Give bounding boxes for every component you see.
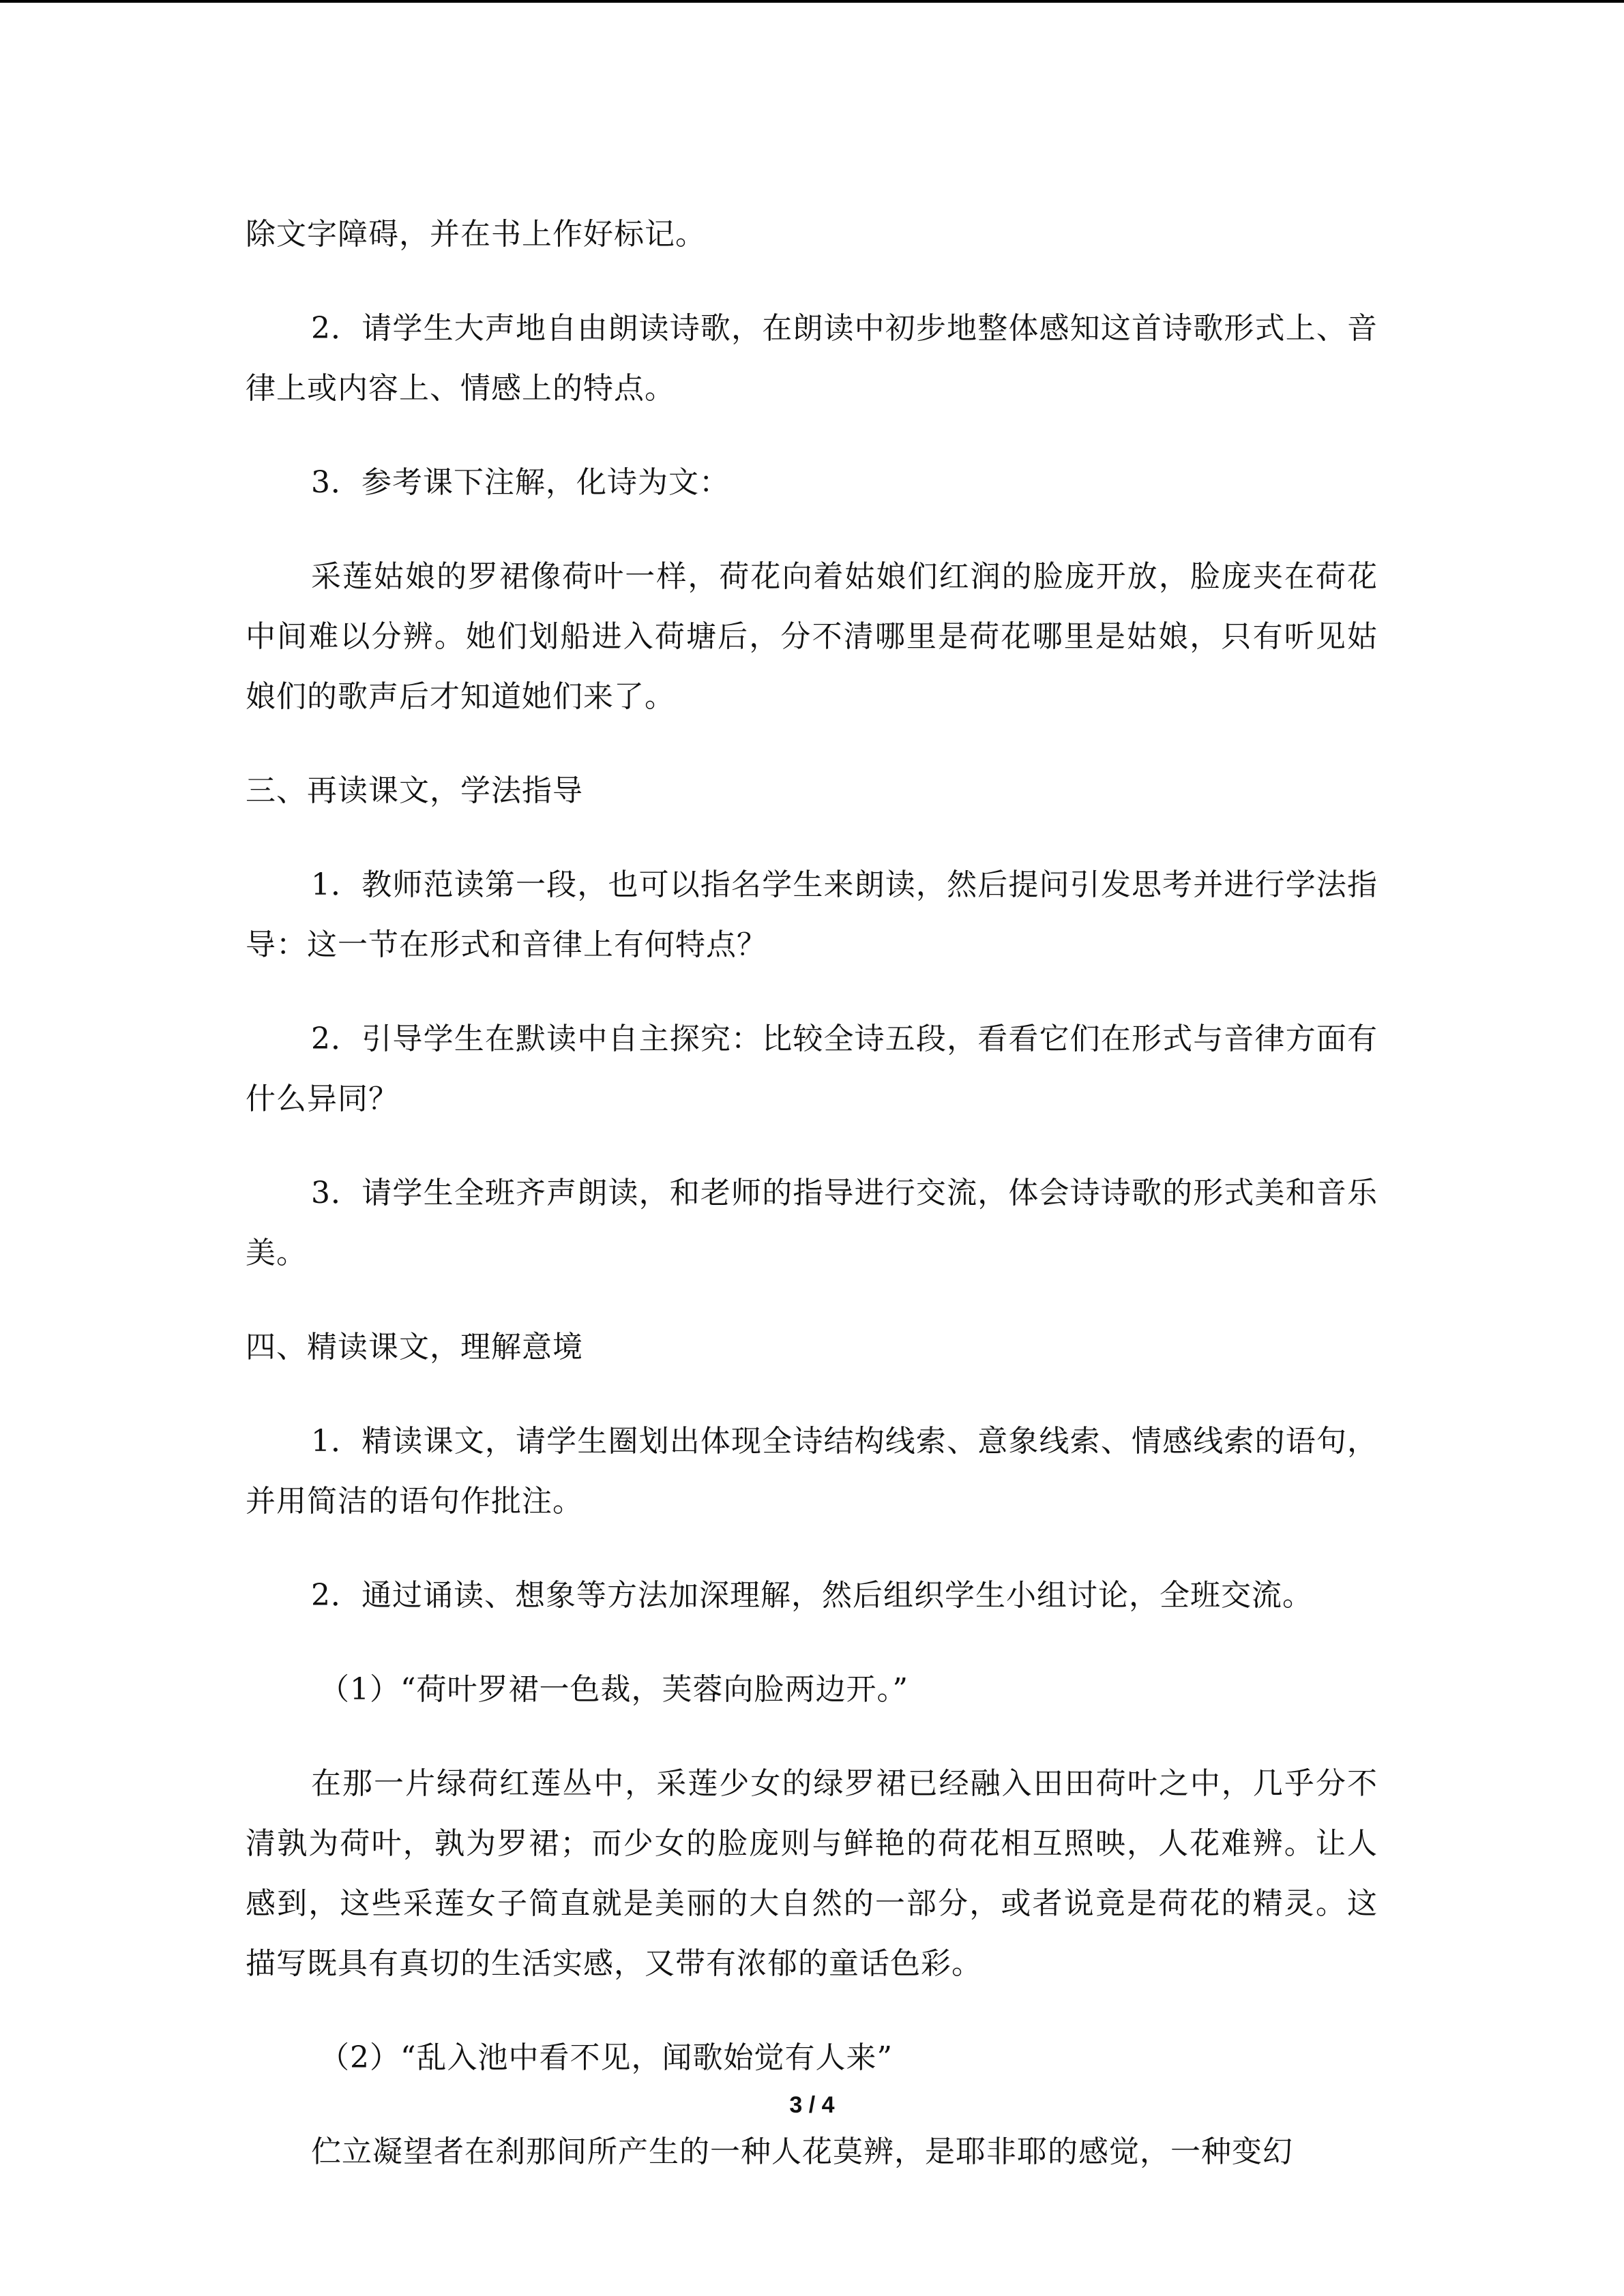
quote-line-1: （1）“荷叶罗裙一色裁，芙蓉向脸两边开。”	[319, 1672, 909, 1707]
paragraph-silent-reading: 2．引导学生在默读中自主探究：比较全诗五段，看看它们在形式与音律方面有什么异同？	[246, 1022, 1378, 1116]
paragraph-annotate-clues: 1．精读课文，请学生圈划出体现全诗结构线索、意象线索、情感线索的语句，并用简洁的语句作批注。	[246, 1424, 1378, 1519]
paragraph-class-reading: 3．请学生全班齐声朗读，和老师的指导进行交流，体会诗诗歌的形式美和音乐美。	[246, 1176, 1378, 1270]
quote-line-2: （2）“乱入池中看不见，闻歌始觉有人来”	[319, 2040, 893, 2075]
section-heading-close-reading: 四、精读课文，理解意境	[246, 1330, 583, 1365]
paragraph-analysis-2: 伫立凝望者在刹那间所产生的一种人花莫辨，是耶非耶的感觉，一种变幻	[311, 2134, 1293, 2169]
paragraph-continuation: 除文字障碍，并在书上作好标记。	[246, 217, 706, 252]
paragraph-group-discussion: 2．通过诵读、想象等方法加深理解，然后组织学生小组讨论，全班交流。	[311, 1578, 1313, 1613]
paragraph-analysis-1: 在那一片绿荷红莲丛中，采莲少女的绿罗裙已经融入田田荷叶之中，几乎分不清孰为荷叶，孰为罗裙；而少女的脸庞则与鲜艳的荷花相互照映，人花难辨。让人感到，这些采莲女子简直就是美丽的大自然的一部分，或者说竟是荷花的精灵。这描写既具有真切的生活实感，又带有浓郁的童话色彩。	[246, 1766, 1378, 1981]
paragraph-step-2-read-aloud: 2．请学生大声地自由朗读诗歌，在朗读中初步地整体感知这首诗歌形式上、音律上或内容上、情感上的特点。	[246, 311, 1378, 406]
section-heading-reread: 三、再读课文，学法指导	[246, 773, 583, 808]
document-body	[246, 205, 1378, 2216]
paragraph-step-3-poem-to-prose: 3．参考课下注解，化诗为文：	[311, 465, 730, 500]
page-top-border	[0, 0, 1624, 3]
paragraph-prose-translation: 采莲姑娘的罗裙像荷叶一样，荷花向着姑娘们红润的脸庞开放，脸庞夹在荷花中间难以分辨。她们划船进入荷塘后，分不清哪里是荷花哪里是姑娘，只有听见姑娘们的歌声后才知道她们来了。	[246, 559, 1378, 714]
paragraph-teacher-reading: 1．教师范读第一段，也可以指名学生来朗读，然后提问引发思考并进行学法指导：这一节在形式和音律上有何特点？	[246, 867, 1378, 962]
page-number: 3 / 4	[789, 2092, 835, 2118]
